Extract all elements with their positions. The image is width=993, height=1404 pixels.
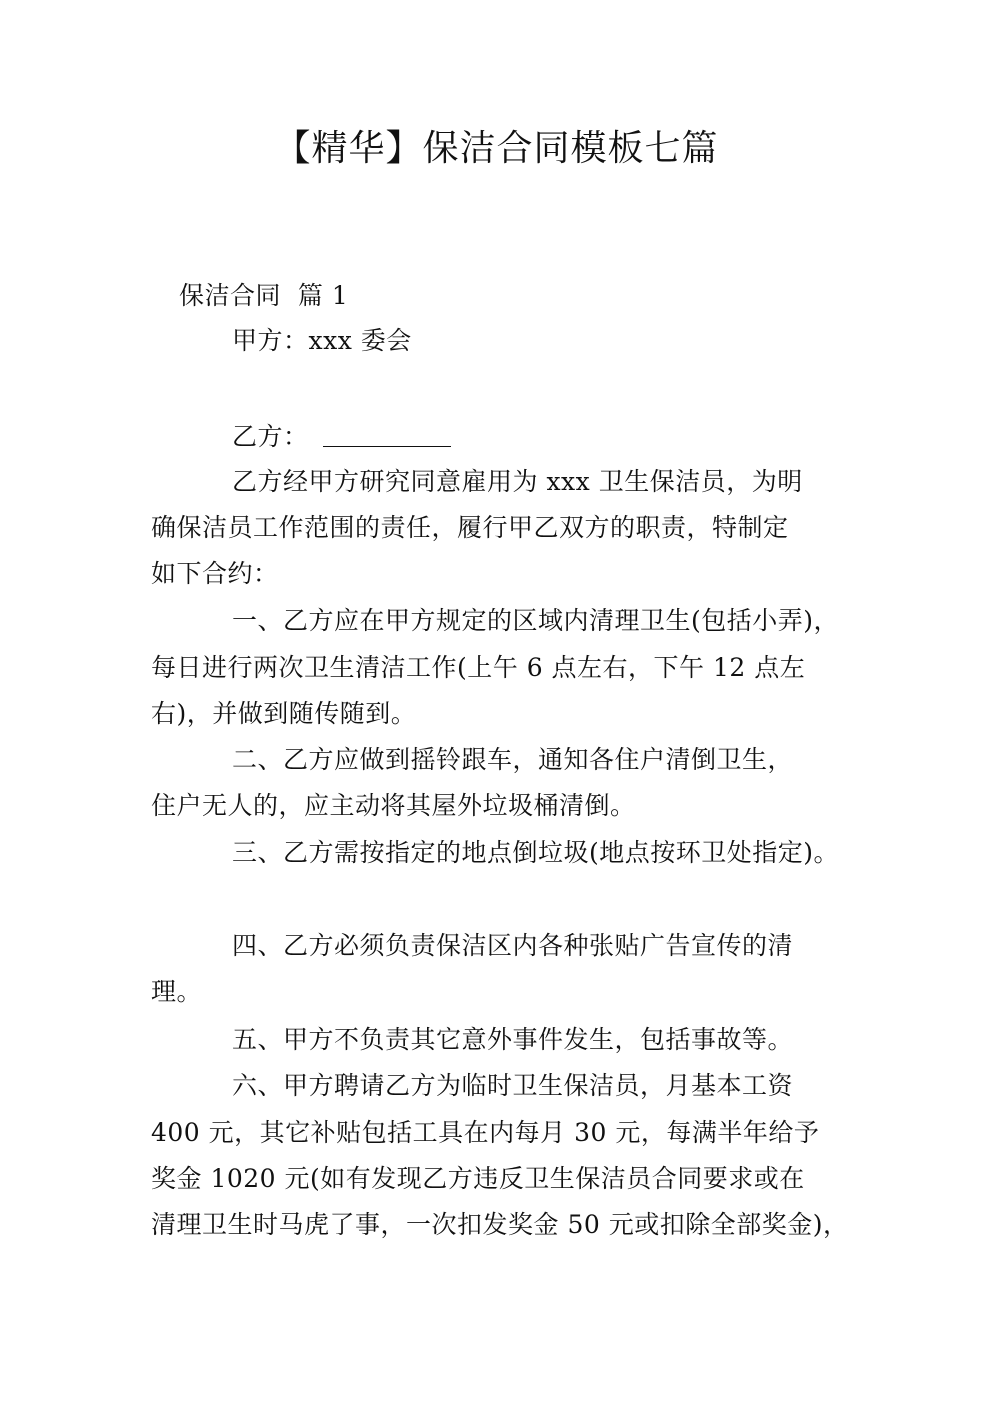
paragraph-line: 三、乙方需按指定的地点倒垃圾(地点按环卫处指定)。: [232, 838, 840, 867]
paragraph-line: 400 元，其它补贴包括工具在内每月 30 元，每满半年给予: [151, 1118, 820, 1147]
paragraph-line: 每日进行两次卫生清洁工作(上午 6 点左右，下午 12 点左: [151, 653, 806, 682]
party-b-label: 乙方：: [232, 422, 309, 451]
party-b-blank: [323, 420, 451, 447]
paragraph-line: 六、甲方聘请乙方为临时卫生保洁员，月基本工资: [232, 1071, 794, 1100]
paragraph-line: 一、乙方应在甲方规定的区域内清理卫生(包括小弄)，: [232, 606, 840, 635]
paragraph-line: 四、乙方必须负责保洁区内各种张贴广告宣传的清: [232, 931, 794, 960]
paragraph-line: 理。: [151, 977, 203, 1006]
paragraph-line: 乙方经甲方研究同意雇用为 xxx 卫生保洁员，为明: [232, 467, 803, 496]
paragraph-line: 如下合约：: [151, 559, 279, 588]
section-heading: 保洁合同 篇 1: [179, 281, 349, 310]
paragraph-line: 二、乙方应做到摇铃跟车，通知各住户清倒卫生，: [232, 745, 794, 774]
paragraph-line: 确保洁员工作范围的责任，履行甲乙双方的职责，特制定: [151, 513, 789, 542]
party-b-line: [232, 418, 952, 455]
party-a-line: 甲方：xxx 委会: [232, 326, 412, 355]
paragraph-line: 右)，并做到随传随到。: [151, 699, 417, 728]
paragraph-line: 奖金 1020 元(如有发现乙方违反卫生保洁员合同要求或在: [151, 1164, 805, 1193]
paragraph-line: 五、甲方不负责其它意外事件发生，包括事故等。: [232, 1025, 794, 1054]
paragraph-line: 清理卫生时马虎了事，一次扣发奖金 50 元或扣除全部奖金)，: [151, 1210, 849, 1239]
document-title: 【精华】保洁合同模板七篇: [274, 128, 719, 169]
paragraph-line: 住户无人的，应主动将其屋外垃圾桶清倒。: [151, 791, 636, 820]
